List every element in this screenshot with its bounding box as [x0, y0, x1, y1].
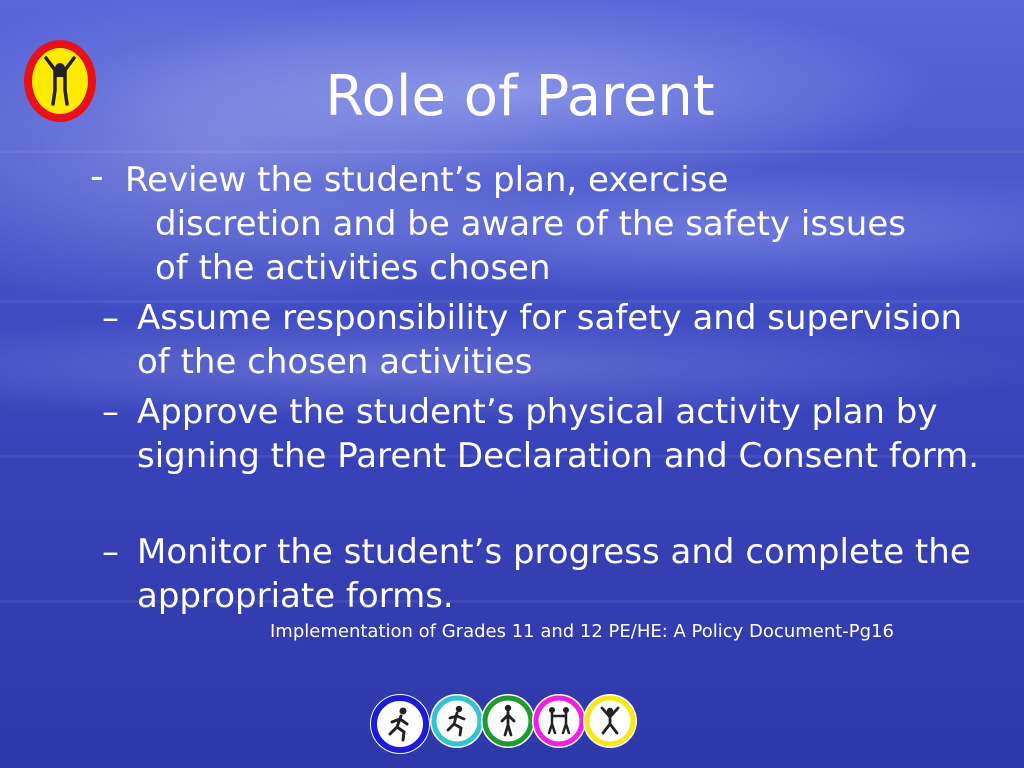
sub-bullet-marker: –: [102, 532, 119, 572]
sub-bullet-text: Approve the student’s physical activity plan by signing the Parent Declaration and Consent form.: [137, 392, 980, 476]
sub-bullet-marker: –: [102, 392, 119, 432]
citation: Implementation of Grades 11 and 12 PE/HE: A Policy Document-Pg16: [270, 621, 894, 642]
main-bullet-line-3: of the activities chosen: [155, 248, 551, 288]
sub-bullet-marker: –: [102, 298, 119, 338]
background-streak: [0, 150, 1024, 153]
main-bullet-text: [90, 158, 960, 290]
footer-icon-strip: [370, 692, 640, 752]
sub-bullet-text: Assume responsibility for safety and supervision of the chosen activities: [137, 298, 963, 382]
two-figures-icon: [532, 694, 586, 748]
sub-bullet: [102, 530, 982, 618]
slide-title: Role of Parent: [325, 64, 715, 129]
runner-icon: [370, 694, 430, 754]
sub-bullet: [102, 390, 982, 478]
main-bullet-marker: -: [90, 154, 104, 198]
jumping-figure-icon: [583, 694, 637, 748]
main-bullet-line-2: discretion and be aware of the safety issues: [155, 204, 906, 244]
standing-figure-icon: [481, 694, 535, 748]
sub-bullet: [102, 296, 982, 384]
sub-bullet-text: Monitor the student’s progress and complete the appropriate forms.: [137, 532, 971, 616]
sprinter-icon: [430, 694, 484, 748]
main-bullet: [90, 154, 960, 290]
main-bullet-line-1: Review the student’s plan, exercise: [125, 160, 729, 200]
